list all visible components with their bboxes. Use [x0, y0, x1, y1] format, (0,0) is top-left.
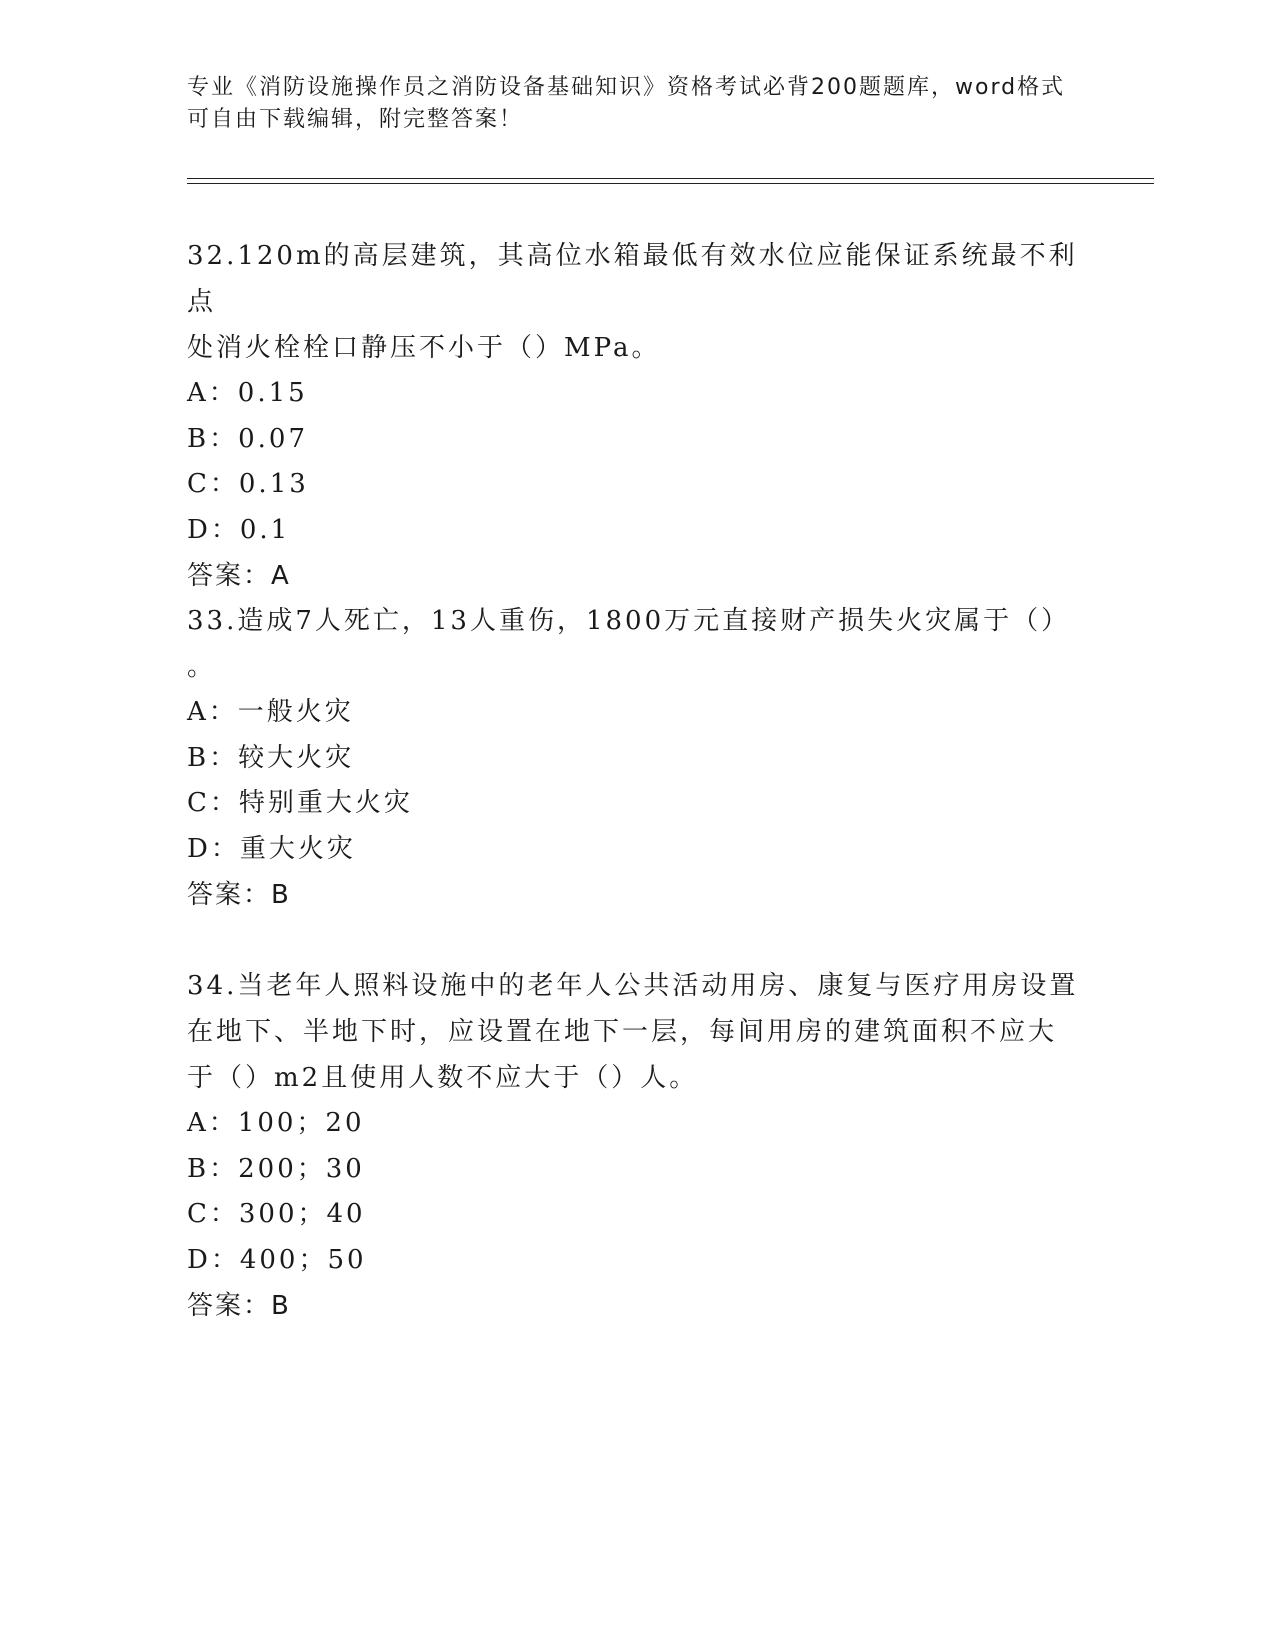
question-stem-line: 在地下、半地下时，应设置在地下一层，每间用房的建筑面积不应大	[187, 1017, 1058, 1047]
option-b: B：0.07	[187, 423, 308, 454]
option-c: C：300；40	[187, 1199, 366, 1229]
answer-line: 答案：A	[187, 561, 291, 591]
option-d: D：重大火灾	[187, 833, 356, 864]
question-32	[187, 233, 1087, 599]
question-stem-line: 34.当老年人照料设施中的老年人公共活动用房、康复与医疗用房设置	[187, 971, 1079, 1001]
option-a: A：0.15	[187, 378, 308, 408]
option-c: C：0.13	[187, 469, 309, 499]
answer-line: 答案：B	[187, 1291, 291, 1321]
header-divider-top	[187, 178, 1154, 179]
answer-line: 答案：B	[187, 880, 291, 910]
question-stem-line: 33.造成7人死亡，13人重伤，1800万元直接财产损失火灾属于（）	[187, 606, 1071, 636]
question-stem-line: 处消火栓栓口静压不小于（）MPa。	[187, 333, 661, 363]
question-33	[187, 598, 1087, 918]
document-header	[187, 72, 1067, 136]
question-34	[187, 963, 1087, 1329]
option-b: B：较大火灾	[187, 742, 355, 773]
header-title: 专业《消防设施操作员之消防设备基础知识》资格考试必背200题题库，word格式可自由下载编辑，附完整答案！	[187, 75, 1066, 132]
option-d: D：0.1	[187, 514, 291, 545]
option-a: A：100；20	[187, 1108, 365, 1138]
question-stem-line: 32.120m的高层建筑，其高位水箱最低有效水位应能保证系统最不利点	[187, 241, 1078, 317]
option-b: B：200；30	[187, 1153, 365, 1184]
header-divider-bottom	[187, 183, 1154, 184]
option-d: D：400；50	[187, 1244, 367, 1275]
question-stem-line: 。	[187, 652, 217, 682]
option-c: C：特别重大火灾	[187, 788, 413, 818]
question-stem-line: 于（）m2且使用人数不应大于（）人。	[187, 1063, 699, 1093]
option-a: A：一般火灾	[187, 697, 354, 727]
